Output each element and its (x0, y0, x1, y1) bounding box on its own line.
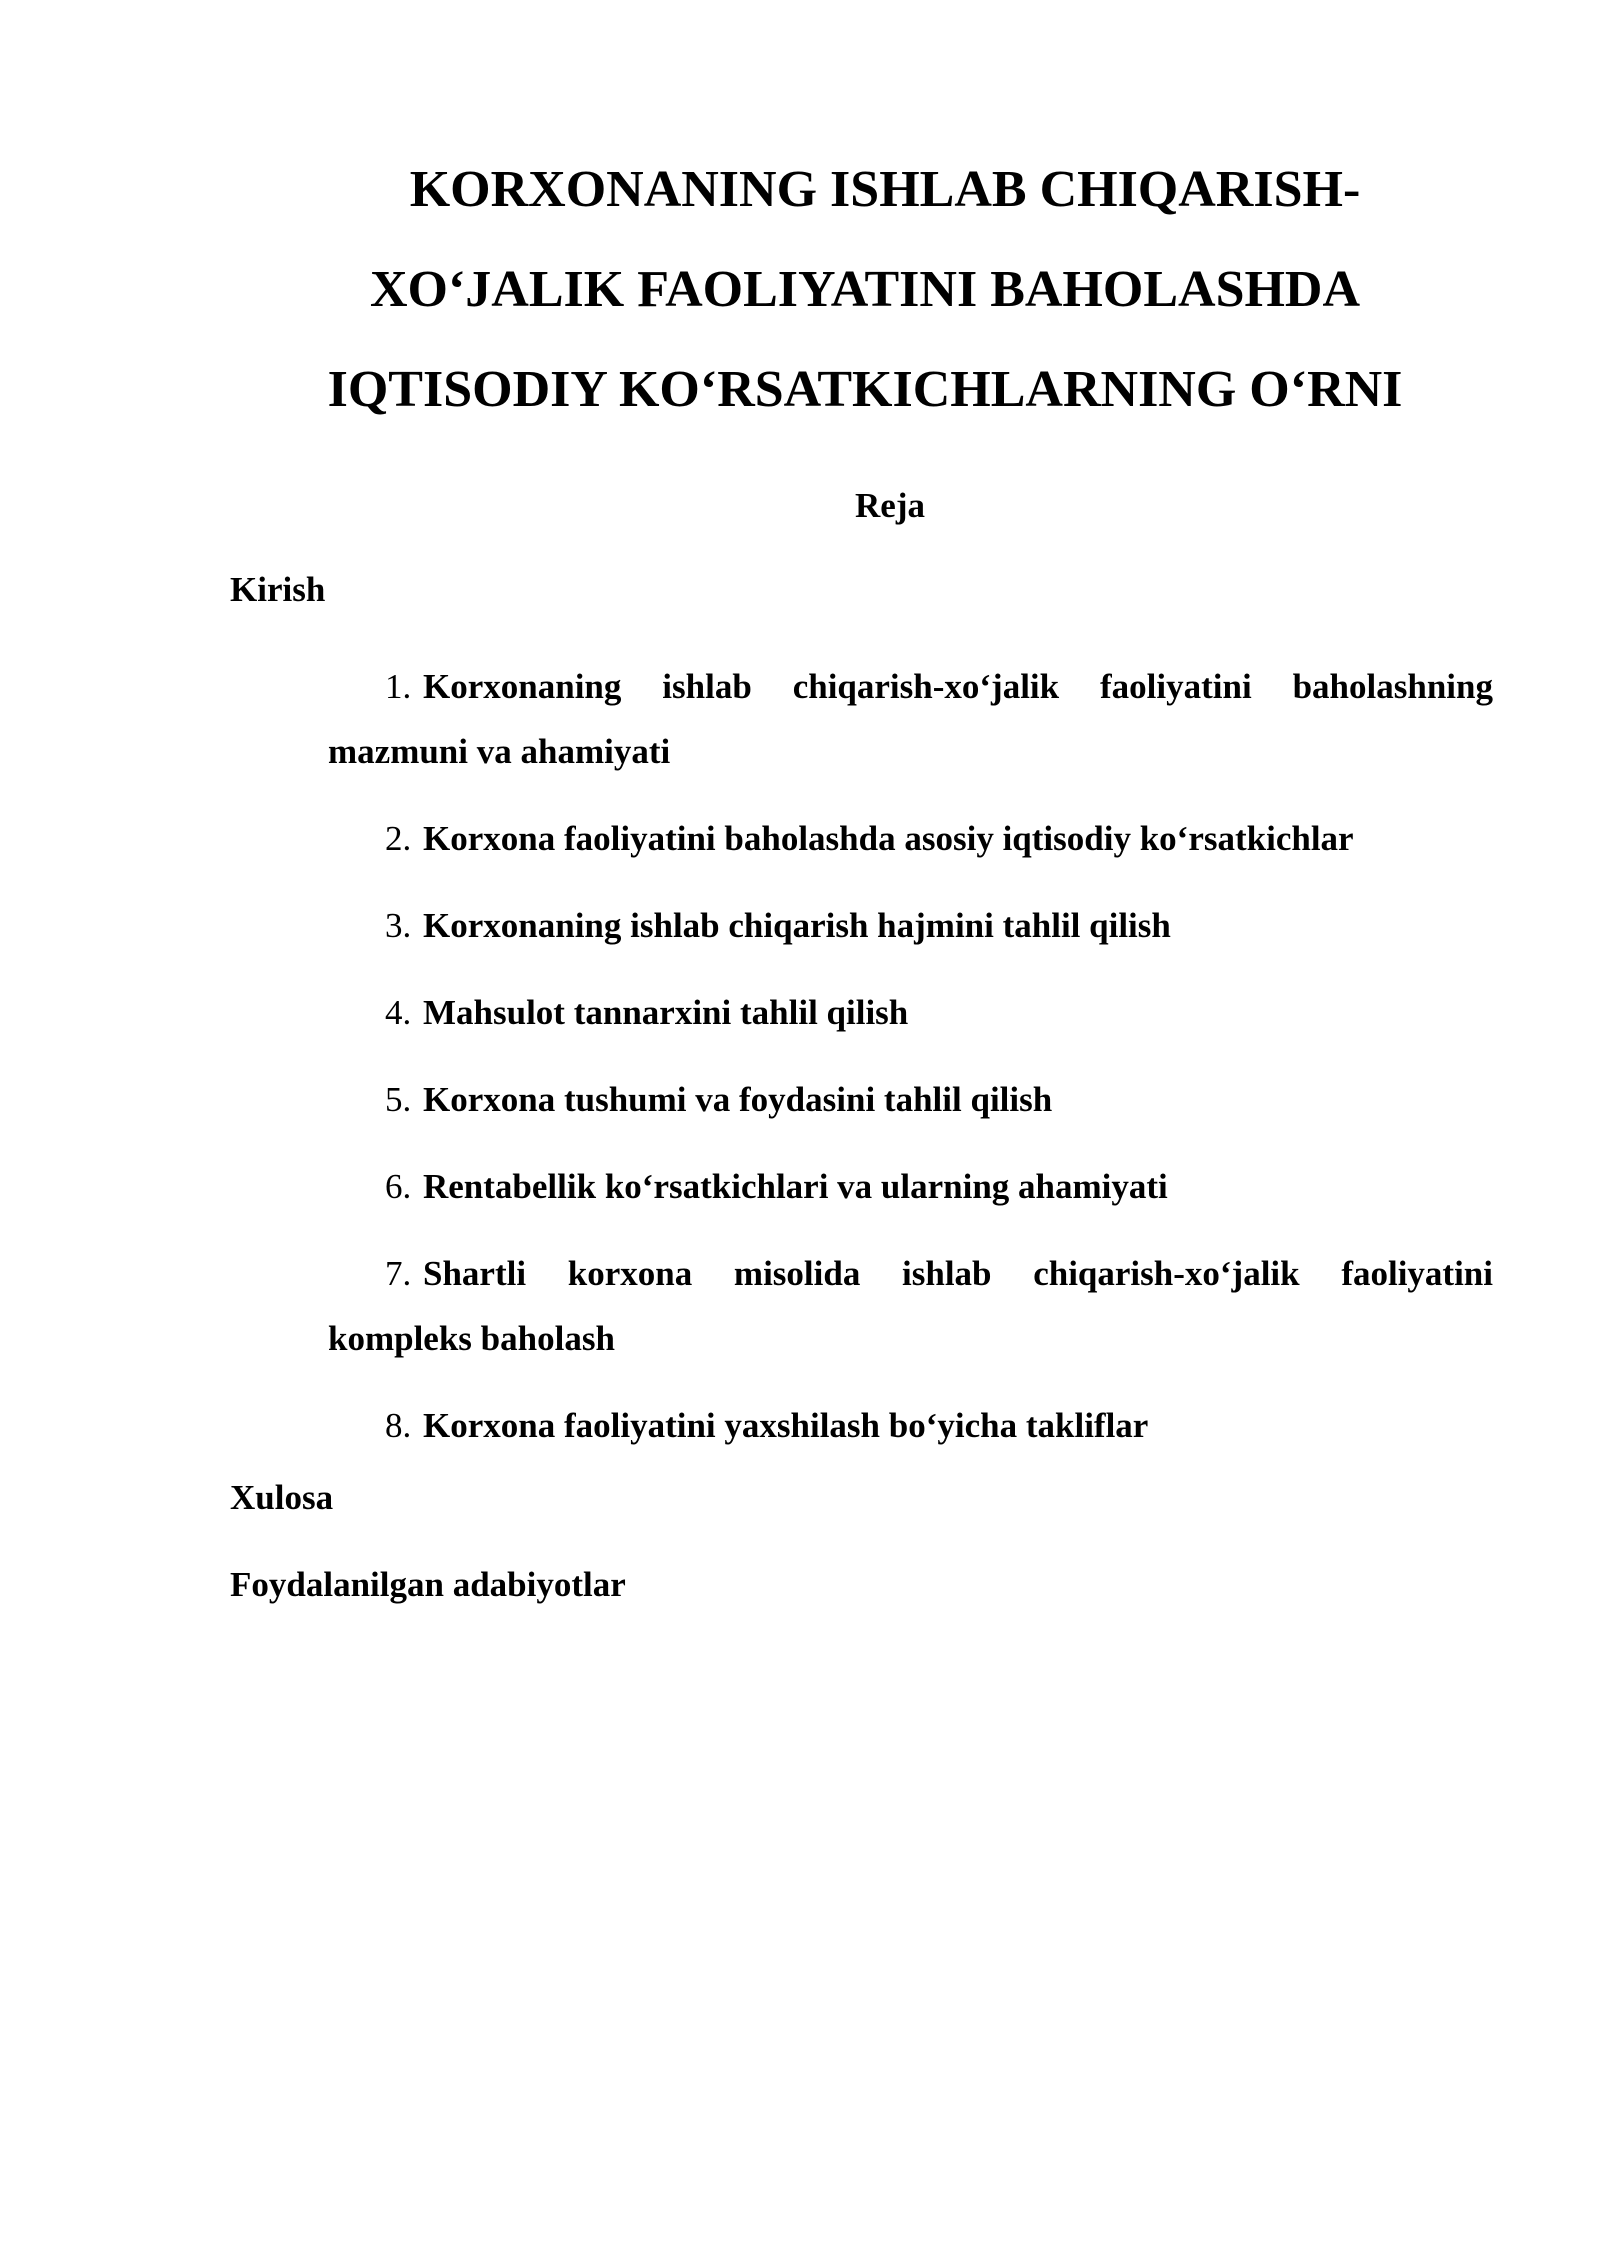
plan-item-text: Korxonaning ishlab chiqarish hajmini tahlil qilish (423, 906, 1171, 945)
plan-item-7 (328, 1241, 1493, 1371)
title-line-3: IQTISODIY KO‘RSATKICHLARNING O‘RNI (327, 361, 1403, 418)
plan-item-text: Shartli korxona misolida ishlab chiqarish-xo‘jalik faoliyatini (423, 1254, 1493, 1293)
title-line-1: KORXONANING ISHLAB CHIQARISH- (409, 161, 1361, 218)
conclusion-heading: Xulosa (230, 1478, 334, 1517)
plan-item-text-continued: kompleks baholash (328, 1319, 615, 1358)
plan-item-number: 3. (385, 906, 412, 945)
plan-item-number: 6. (385, 1167, 412, 1206)
plan-item-text: Mahsulot tannarxini tahlil qilish (423, 993, 909, 1032)
plan-item-number: 5. (385, 1080, 412, 1119)
plan-item-3 (328, 893, 1493, 958)
plan-item-number: 1. (385, 667, 412, 706)
plan-item-text: Korxona faoliyatini yaxshilash bo‘yicha takliflar (423, 1406, 1149, 1445)
document-title (230, 140, 1500, 440)
plan-item-number: 8. (385, 1406, 412, 1445)
plan-list (328, 654, 1493, 1480)
plan-item-number: 4. (385, 993, 412, 1032)
title-line-2: XO‘JALIK FAOLIYATINI BAHOLASHDA (369, 261, 1361, 318)
plan-item-6 (328, 1154, 1493, 1219)
plan-item-5 (328, 1067, 1493, 1132)
plan-item-2 (328, 806, 1493, 871)
plan-item-number: 2. (385, 819, 412, 858)
plan-heading: Reja (855, 486, 925, 525)
plan-item-number: 7. (385, 1254, 412, 1293)
references-heading: Foydalanilgan adabiyotlar (230, 1565, 626, 1604)
plan-item-4 (328, 980, 1493, 1045)
plan-item-1 (328, 654, 1493, 784)
plan-item-text: Korxona tushumi va foydasini tahlil qilish (423, 1080, 1053, 1119)
plan-item-text: Korxonaning ishlab chiqarish-xo‘jalik faoliyatini baholashning (423, 667, 1493, 706)
plan-item-text: Rentabellik ko‘rsatkichlari va ularning ahamiyati (423, 1167, 1168, 1206)
plan-item-text: Korxona faoliyatini baholashda asosiy iqtisodiy ko‘rsatkichlar (423, 819, 1354, 858)
plan-item-8 (328, 1393, 1493, 1458)
intro-heading: Kirish (230, 570, 326, 609)
plan-item-text-continued: mazmuni va ahamiyati (328, 732, 671, 771)
